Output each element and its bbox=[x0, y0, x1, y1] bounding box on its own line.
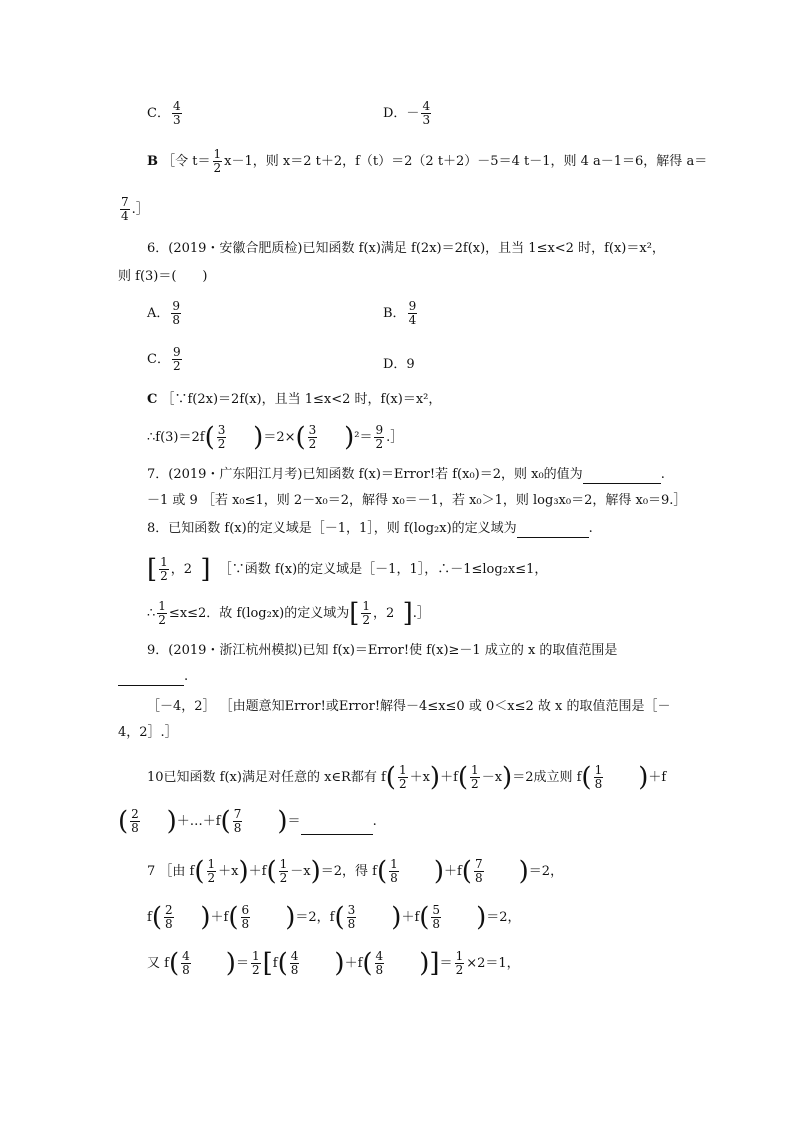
bracket-right: ] bbox=[429, 948, 440, 979]
question-text: －x bbox=[481, 770, 503, 785]
answer-blank bbox=[517, 537, 589, 538]
paren-left: ( bbox=[228, 902, 239, 933]
question-text: 10已知函数 f(x)满足对任意的 x∈R都有 f bbox=[147, 770, 386, 785]
question-text: 7．(2019・广东阳江月考)已知函数 f(x)＝Error!若 f(x₀)＝2，则 x₀的值为 bbox=[147, 467, 583, 482]
paren-left: ( bbox=[385, 762, 396, 793]
q7-answer: －1 或 9 ［若 x₀≤1，则 2－x₀＝2，解得 x₀＝－1，若 x₀＞1，则 log₃x₀＝2，解得 x₀＝9.］ bbox=[147, 493, 687, 508]
q6-answer-line1 bbox=[147, 391, 441, 409]
punct: . bbox=[588, 521, 593, 536]
fraction: $\frac{1}{2}$ bbox=[471, 763, 479, 791]
paren-right: ) bbox=[319, 422, 355, 453]
paren-left: ( bbox=[277, 948, 288, 979]
fraction: $\frac{3}{2}$ bbox=[308, 423, 317, 451]
question-text: ＋f bbox=[440, 770, 458, 785]
answer-text: ＋f bbox=[248, 864, 267, 879]
bracket-left: [ bbox=[147, 554, 158, 585]
answer-key: B bbox=[147, 154, 158, 169]
answer-text: －x bbox=[290, 864, 311, 879]
paren-right: ) bbox=[310, 856, 321, 887]
question-text: ＋x bbox=[409, 770, 430, 785]
paren-left: ( bbox=[295, 422, 306, 453]
paren-right: ) bbox=[141, 806, 177, 837]
answer-text: ＝2，f bbox=[295, 910, 335, 925]
answer-text: ＋f bbox=[210, 910, 229, 925]
fraction: $\frac{1}{2}$ bbox=[207, 857, 216, 885]
answer-text: ＝ bbox=[235, 956, 249, 971]
fraction: $\frac{9}{2}$ bbox=[172, 345, 181, 373]
answer-blank bbox=[118, 685, 184, 686]
q6-option-a bbox=[147, 300, 183, 327]
fraction: $\frac{1}{2}$ bbox=[455, 949, 464, 977]
q10-stem-line2 bbox=[118, 808, 377, 835]
q9-answer-line1: ［－4，2］ ［由题意知Error!或Error!解得－4≤x≤0 或 0＜x≤2 故 x 的取值范围是［－ bbox=[147, 699, 671, 714]
bracket-left: [ bbox=[349, 598, 360, 629]
fraction: $\frac{3}{2}$ bbox=[217, 423, 226, 451]
paren-right: ) bbox=[502, 762, 513, 793]
fraction: $\frac{1}{2}$ bbox=[160, 555, 168, 583]
question-text: ＋…＋f bbox=[176, 814, 221, 829]
q8-answer-line2 bbox=[147, 600, 430, 627]
fraction: $\frac{1}{2}$ bbox=[398, 763, 407, 791]
paren-left: ( bbox=[151, 902, 162, 933]
paren-right: ) bbox=[301, 948, 345, 979]
answer-text: ，2 bbox=[170, 562, 193, 577]
q9-answer-line2: 4，2］.］ bbox=[118, 725, 178, 740]
answer-text: ＋x bbox=[218, 864, 239, 879]
option-label: A． bbox=[147, 306, 170, 321]
question-text: 8．已知函数 f(x)的定义域是［－1，1］，则 f(log₂x)的定义域为 bbox=[147, 521, 517, 536]
question-text: ＝ bbox=[287, 814, 301, 829]
paren-right: ) bbox=[386, 948, 430, 979]
fraction: $\frac{2}{8}$ bbox=[164, 903, 173, 931]
answer-text: ＝ bbox=[439, 956, 453, 971]
answer-text: f bbox=[272, 956, 278, 971]
answer-text: ＝2， bbox=[528, 864, 564, 879]
option-label: C． bbox=[147, 106, 170, 121]
paren-left: ( bbox=[461, 856, 472, 887]
fraction: $\frac{1}{2}$ bbox=[158, 599, 166, 627]
fraction: $\frac{1}{2}$ bbox=[279, 857, 288, 885]
paren-left: ( bbox=[168, 948, 180, 979]
answer-text: ［∵函数 f(x)的定义域是［－1，1］，∴－1≤log₂x≤1， bbox=[218, 562, 548, 577]
fraction: $\frac{1}{2}$ bbox=[213, 147, 222, 175]
fraction: $\frac{7}{8}$ bbox=[233, 807, 242, 835]
paren-left: ( bbox=[118, 806, 129, 837]
q5-answer-line2 bbox=[118, 196, 149, 223]
paren-left: ( bbox=[457, 762, 469, 793]
answer-text: .］ bbox=[412, 606, 430, 621]
answer-text: ≤x≤2．故 f(log₂x)的定义域为 bbox=[168, 606, 350, 621]
answer-blank bbox=[583, 483, 661, 484]
q6-stem-line1: 6．(2019・安徽合肥质检)已知函数 f(x)满足 f(2x)＝2f(x)，且当 1≤x<2 时，f(x)＝x²， bbox=[147, 241, 665, 256]
answer-text: 又 f bbox=[147, 956, 169, 971]
answer-text: 7 ［由 f bbox=[147, 864, 195, 879]
answer-text: ＋f bbox=[401, 910, 420, 925]
fraction: $\frac{9}{2}$ bbox=[375, 423, 384, 451]
q7-stem bbox=[147, 466, 665, 484]
fraction: $\frac{4}{8}$ bbox=[182, 949, 190, 977]
answer-text: x－1，则 x＝2 t＋2，f（t）＝2（2 t＋2）－5＝4 t－1，则 4 a－1＝6，解得 a＝ bbox=[224, 154, 708, 169]
q9-blank-line bbox=[118, 668, 188, 686]
q6-option-c bbox=[147, 346, 184, 373]
fraction: $\frac{1}{8}$ bbox=[390, 857, 398, 885]
answer-text: ，2 bbox=[373, 606, 395, 621]
question-text: ＋f bbox=[648, 770, 667, 785]
paren-right: ) bbox=[244, 806, 288, 837]
paren-right: ) bbox=[228, 422, 264, 453]
paren-right: ) bbox=[358, 902, 402, 933]
q5-option-c bbox=[147, 100, 184, 127]
q5-option-d bbox=[383, 100, 433, 127]
fraction: $\frac{1}{2}$ bbox=[251, 949, 260, 977]
answer-text: .］ bbox=[386, 430, 404, 445]
q6-stem-line2: 则 f(3)＝( ) bbox=[118, 269, 208, 284]
q6-answer-line2 bbox=[147, 424, 403, 451]
answer-text: ＋f bbox=[443, 864, 462, 879]
answer-text: ＝2× bbox=[263, 430, 296, 445]
answer-text: ＋f bbox=[344, 956, 363, 971]
q6-option-d: D．9 bbox=[383, 357, 415, 372]
fraction: $\frac{1}{2}$ bbox=[362, 599, 371, 627]
q9-stem: 9．(2019・浙江杭州模拟)已知 f(x)＝Error!使 f(x)≥－1 成立的 x 的取值范围是 bbox=[147, 643, 618, 658]
paren-right: ) bbox=[238, 856, 249, 887]
paren-right: ) bbox=[175, 902, 211, 933]
paren-right: ) bbox=[485, 856, 529, 887]
bracket-right: ] bbox=[394, 598, 413, 629]
paren-left: ( bbox=[220, 806, 231, 837]
answer-text: f bbox=[147, 910, 152, 925]
q10-answer-line3 bbox=[147, 950, 520, 977]
paren-left: ( bbox=[266, 856, 277, 887]
fraction: $\frac{2}{8}$ bbox=[131, 807, 139, 835]
fraction: $\frac{5}{8}$ bbox=[432, 903, 441, 931]
paren-left: ( bbox=[194, 856, 205, 887]
punct: . bbox=[660, 467, 665, 482]
fraction: $\frac{4}{8}$ bbox=[375, 949, 384, 977]
answer-text: ＝2， bbox=[486, 910, 521, 925]
fraction: $\frac{7}{4}$ bbox=[121, 195, 129, 223]
answer-text: ∴f(3)＝2f bbox=[147, 430, 205, 445]
paren-left: ( bbox=[581, 762, 592, 793]
paren-right: ) bbox=[252, 902, 296, 933]
answer-text: ²＝ bbox=[354, 430, 373, 445]
paren-right: ) bbox=[605, 762, 649, 793]
option-label: B． bbox=[383, 306, 406, 321]
answer-text: .］ bbox=[131, 202, 149, 217]
answer-text: ×2＝1， bbox=[466, 956, 520, 971]
fraction: $\frac{4}{3}$ bbox=[172, 99, 181, 127]
answer-text: ［令 t＝ bbox=[162, 154, 211, 169]
bracket-left: [ bbox=[262, 948, 273, 979]
paren-right: ) bbox=[429, 762, 441, 793]
answer-blank bbox=[301, 834, 373, 835]
answer-text: ＝2，得 f bbox=[320, 864, 377, 879]
fraction: $\frac{7}{8}$ bbox=[474, 857, 483, 885]
q10-stem-line1 bbox=[147, 764, 666, 791]
q8-answer-line1 bbox=[147, 556, 547, 583]
punct: . bbox=[372, 814, 377, 829]
fraction: $\frac{4}{8}$ bbox=[290, 949, 299, 977]
paren-right: ) bbox=[192, 948, 236, 979]
paren-left: ( bbox=[334, 902, 345, 933]
bracket-right: ] bbox=[192, 554, 211, 585]
punct: . bbox=[184, 669, 189, 684]
paren-left: ( bbox=[376, 856, 388, 887]
fraction: $\frac{9}{4}$ bbox=[408, 299, 417, 327]
option-label: C． bbox=[147, 352, 170, 367]
fraction: $\frac{4}{3}$ bbox=[422, 99, 431, 127]
paren-right: ) bbox=[443, 902, 487, 933]
answer-text: ［∵f(2x)＝2f(x)，且当 1≤x<2 时，f(x)＝x²， bbox=[161, 392, 442, 407]
paren-left: ( bbox=[204, 422, 215, 453]
answer-key: C bbox=[147, 392, 158, 407]
q5-answer-line1 bbox=[147, 148, 707, 175]
question-text: ＝2成立则 f bbox=[512, 770, 582, 785]
q10-answer-line1 bbox=[147, 858, 563, 885]
answer-text: ∴ bbox=[147, 606, 156, 621]
q10-answer-line2 bbox=[147, 904, 521, 931]
option-label: D．－ bbox=[383, 106, 420, 121]
fraction: $\frac{9}{8}$ bbox=[172, 299, 181, 327]
fraction: $\frac{3}{8}$ bbox=[347, 903, 356, 931]
paren-right: ) bbox=[400, 856, 444, 887]
fraction: $\frac{6}{8}$ bbox=[241, 903, 250, 931]
q8-stem bbox=[147, 520, 593, 538]
q6-option-b bbox=[383, 300, 419, 327]
paren-left: ( bbox=[419, 902, 430, 933]
paren-left: ( bbox=[362, 948, 373, 979]
fraction: $\frac{1}{8}$ bbox=[594, 763, 603, 791]
